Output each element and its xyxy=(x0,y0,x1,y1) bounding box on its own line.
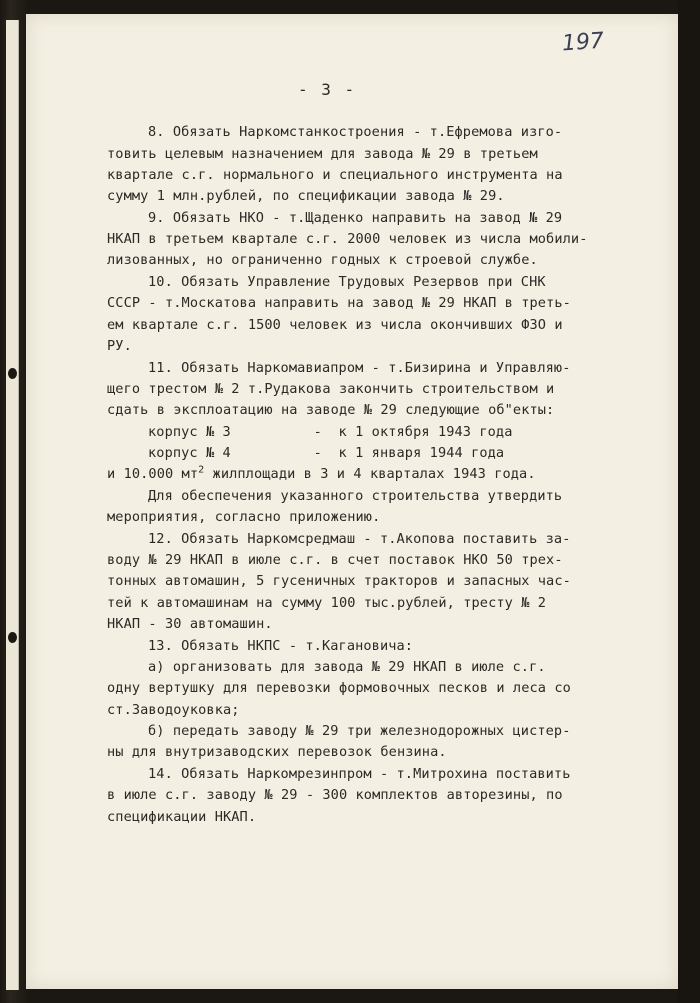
text-line: тонных автомашин, 5 гусеничных тракторов и запасных час- xyxy=(107,573,571,589)
scan-border xyxy=(678,0,700,1003)
text-line: 12. Обязать Наркомсредмаш - т.Акопова поставить за- xyxy=(148,531,571,547)
page-number: - 3 - xyxy=(298,80,357,99)
text-line: 9. Обязать НКО - т.Щаденко направить на завод № 29 xyxy=(148,210,563,226)
page-stub xyxy=(6,20,19,990)
text-line: лизованных, но ограниченно годных к строевой службе. xyxy=(107,252,538,268)
text-line: а) организовать для завода № 29 НКАП в июле с.г. xyxy=(148,659,546,675)
text-line: НКАП в третьем квартале с.г. 2000 человек из числа мобили- xyxy=(107,231,588,247)
archive-number: 197 xyxy=(561,28,605,57)
text-line: СССР - т.Москатова направить на завод № 29 НКАП в треть- xyxy=(107,295,571,311)
superscript: 2 xyxy=(198,464,205,476)
text-line: щего трестом № 2 т.Рудакова закончить строительством и xyxy=(107,381,555,397)
text-line: корпус № 4 - к 1 января 1944 года xyxy=(148,445,505,461)
text-line: 10. Обязать Управление Трудовых Резервов при СНК xyxy=(148,274,546,290)
text-line: сумму 1 млн.рублей, по спецификации завода № 29. xyxy=(107,188,505,204)
text-line: ем квартале с.г. 1500 человек из числа окончивших ФЗО и xyxy=(107,317,563,333)
text-line: товить целевым назначением для завода № 29 в третьем xyxy=(107,146,538,162)
text-line xyxy=(107,466,536,482)
text-line: сдать в эксплоатацию на заводе № 29 следующие об"екты: xyxy=(107,402,555,418)
text-line: тей к автомашинам на сумму 100 тыс.рублей, тресту № 2 xyxy=(107,595,547,611)
text-line: воду № 29 НКАП в июле с.г. в счет поставок НКО 50 трех- xyxy=(107,552,563,568)
text-line: НКАП - 30 автомашин. xyxy=(107,616,273,632)
area-amount: и 10.000 мт xyxy=(107,466,199,482)
text-line: 14. Обязать Наркомрезинпром - т.Митрохина поставить xyxy=(148,766,571,782)
binding-hole xyxy=(8,632,17,643)
text-line: РУ. xyxy=(107,338,132,354)
text-line: ст.Заводоуковка; xyxy=(107,702,240,718)
text-line: квартале с.г. нормального и специального инструмента на xyxy=(107,167,563,183)
text-line: мероприятия, согласно приложению. xyxy=(107,509,381,525)
binding-hole xyxy=(8,368,17,379)
text-line: спецификации НКАП. xyxy=(107,809,257,825)
text-line: ны для внутризаводских перевозок бензина. xyxy=(107,744,447,760)
text-line: одну вертушку для перевозки формовочных песков и леса со xyxy=(107,680,571,696)
text-line: корпус № 3 - к 1 октября 1943 года xyxy=(148,424,513,440)
text-line: Для обеспечения указанного строительства утвердить xyxy=(148,488,563,504)
text-line: 8. Обязать Наркомстанкостроения - т.Ефремова изго- xyxy=(148,124,563,140)
text-line: 13. Обязать НКПС - т.Кагановича: xyxy=(148,638,414,654)
area-text: жилплощади в 3 и 4 кварталах 1943 года. xyxy=(204,466,536,482)
text-line: 11. Обязать Наркомавиапром - т.Бизирина и Управляю- xyxy=(148,360,571,376)
text-line: в июле с.г. заводу № 29 - 300 комплектов авторезины, по xyxy=(107,787,563,803)
text-line: б) передать заводу № 29 три железнодорожных цистер- xyxy=(148,723,571,739)
